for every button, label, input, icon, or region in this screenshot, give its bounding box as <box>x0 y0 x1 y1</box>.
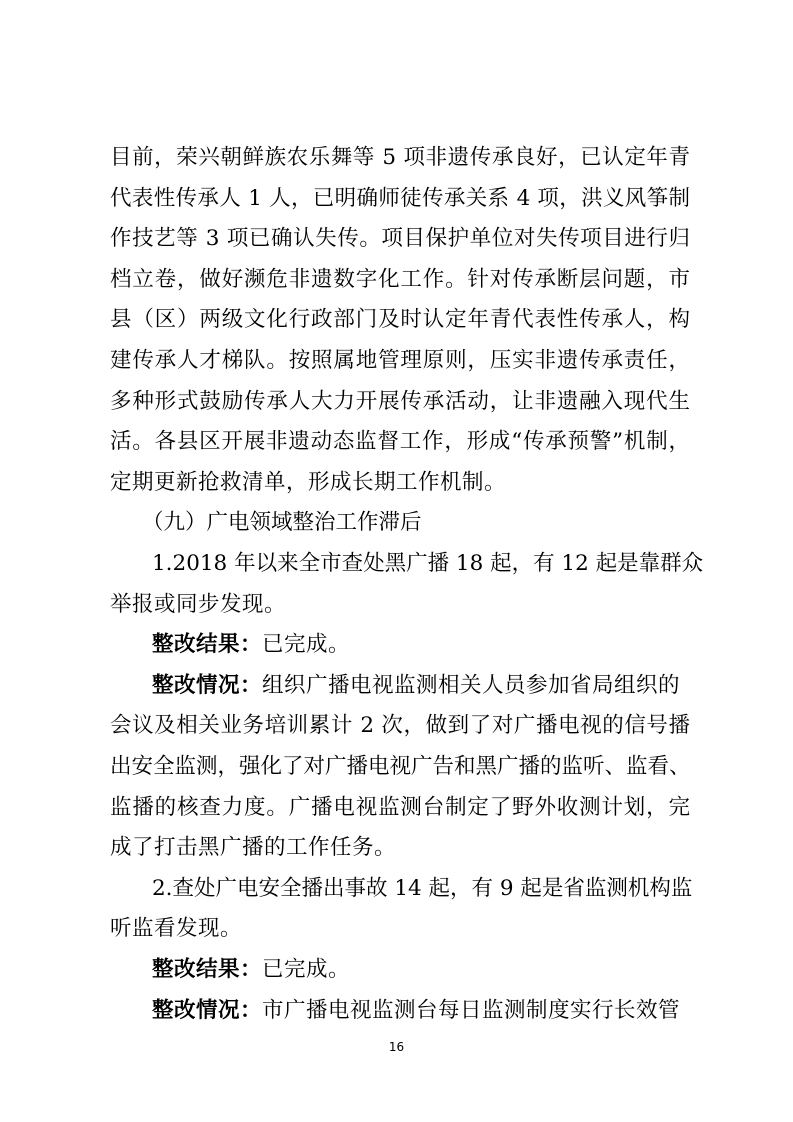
paragraph-line: 定期更新抢救清单，形成长期工作机制。 <box>110 469 507 495</box>
result-label: 整改结果： <box>152 632 263 658</box>
status-label: 整改情况： <box>152 997 263 1023</box>
status-text: 市广播电视监测台每日监测制度实行长效管 <box>262 997 681 1023</box>
item-line: 听监看发现。 <box>110 916 243 942</box>
paragraph-line: 目前，荣兴朝鲜族农乐舞等 5 项非遗传承良好，已认定年青 <box>110 145 690 170</box>
status-line: 成了打击黑广播的工作任务。 <box>110 835 397 861</box>
result-line <box>152 955 350 985</box>
status-line: 出安全监测，强化了对广播电视广告和黑广播的监听、监看、 <box>110 754 691 779</box>
page-number: 16 <box>388 1040 405 1054</box>
item-line: 1.2018 年以来全市查处黑广播 18 起，有 12 起是靠群众 <box>152 551 704 576</box>
paragraph-line: 作技艺等 3 项已确认失传。项目保护单位对失传项目进行归 <box>110 226 690 252</box>
result-line <box>152 630 350 660</box>
paragraph-line: 代表性传承人 1 人，已明确师徒传承关系 4 项，洪义风筝制 <box>110 185 690 211</box>
paragraph-line: 活。各县区开展非遗动态监督工作，形成“传承预警”机制， <box>110 429 690 455</box>
status-label: 整改情况： <box>152 672 263 698</box>
result-value: 已完成。 <box>262 632 351 658</box>
paragraph-line: 县（区）两级文化行政部门及时认定年青代表性传承人，构 <box>110 307 690 333</box>
item-line: 举报或同步发现。 <box>110 591 287 617</box>
status-line: 会议及相关业务培训累计 2 次，做到了对广播电视的信号播 <box>110 713 690 739</box>
paragraph-line: 建传承人才梯队。按照属地管理原则，压实非遗传承责任， <box>110 348 690 373</box>
result-value: 已完成。 <box>262 957 351 982</box>
paragraph-line: 档立卷，做好濒危非遗数字化工作。针对传承断层问题，市 <box>110 266 690 292</box>
result-label: 整改结果： <box>152 957 263 982</box>
paragraph-line: 多种形式鼓励传承人大力开展传承活动，让非遗融入现代生 <box>110 388 690 414</box>
status-line <box>152 671 680 701</box>
status-line: 监播的核查力度。广播电视监测台制定了野外收测计划，完 <box>110 794 690 820</box>
status-text: 组织广播电视监测相关人员参加省局组织的 <box>262 672 681 698</box>
section-heading: （九）广电领域整治工作滞后 <box>142 510 422 536</box>
item-line: 2.查处广电安全播出事故 14 起，有 9 起是省监测机构监 <box>152 875 693 901</box>
status-line <box>152 996 680 1026</box>
